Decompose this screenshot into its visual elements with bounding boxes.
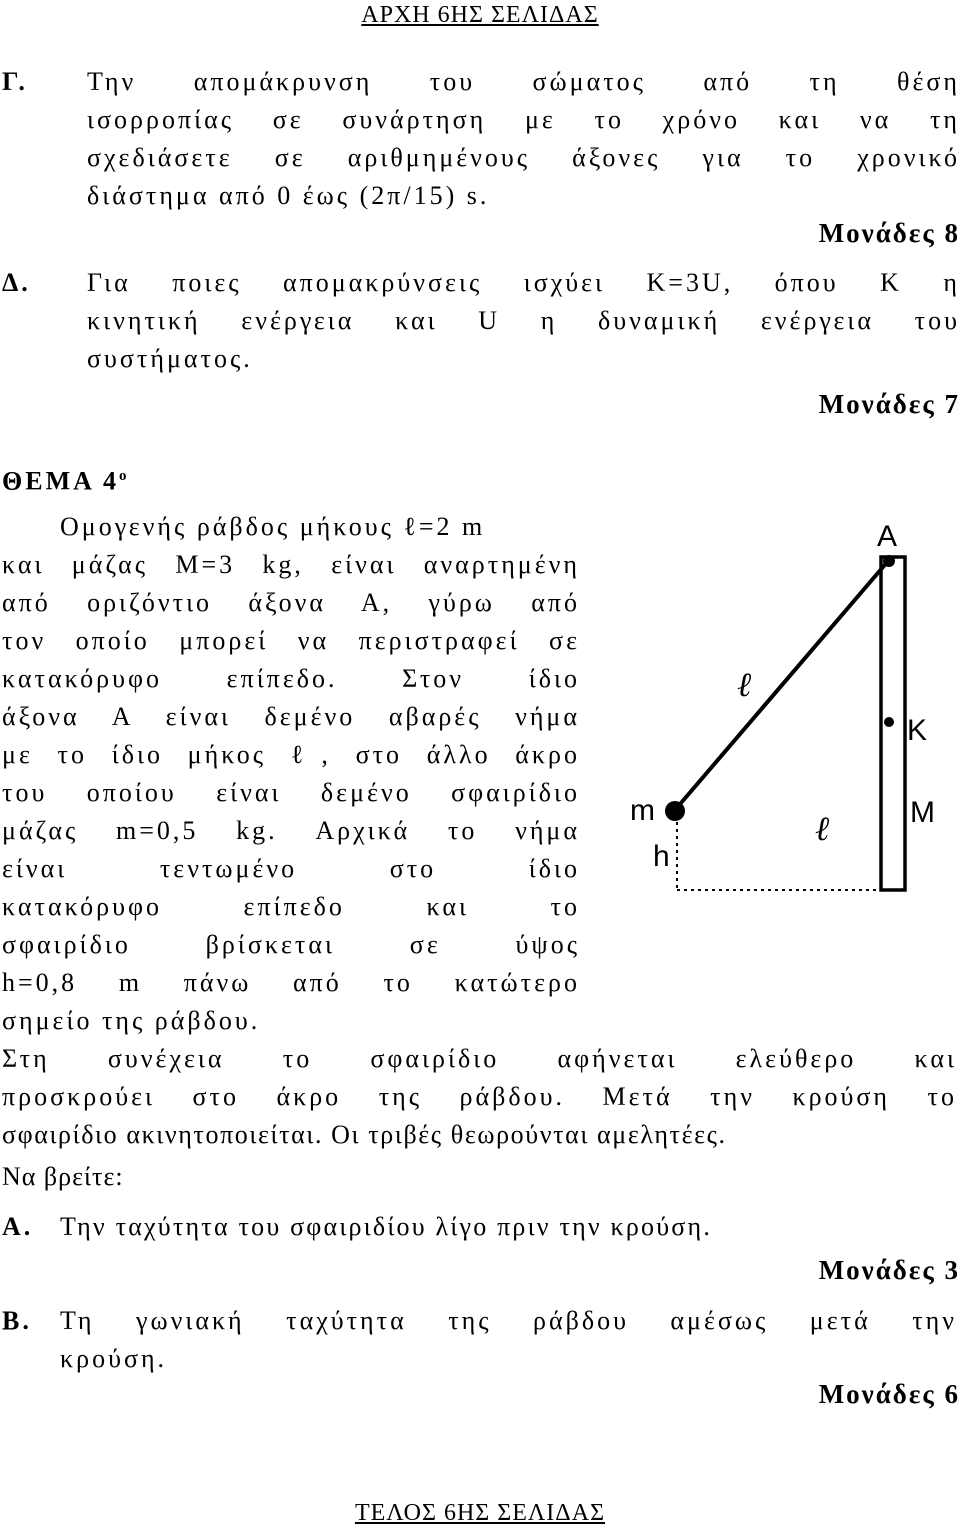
question-A-label: Α. <box>2 1212 34 1241</box>
problem-full-line-2: προσκρούει στο άκρο της ράβδου. Μετά την κρούση το <box>2 1082 957 1111</box>
find-heading: Να βρείτε: <box>2 1162 124 1191</box>
question-delta-line-1: Για ποιες απομακρύνσεις ισχύει Κ=3U, όπου Κ η <box>87 268 960 297</box>
label-rod-length: ℓ <box>815 809 830 849</box>
question-gamma-marks: Μονάδες 8 <box>818 218 960 248</box>
string-line <box>675 560 889 810</box>
problem-line-11: κατακόρυφο επίπεδο και το <box>2 892 580 921</box>
theme-title-sup: ο <box>118 468 130 484</box>
question-B-line-1: Τη γωνιακή ταχύτητα της ράβδου αμέσως μετά την <box>60 1306 957 1335</box>
sphere-shape <box>665 801 685 821</box>
problem-line-6: άξονα Α είναι δεμένο αβαρές νήμα <box>2 702 580 731</box>
label-string-length: ℓ <box>737 665 752 705</box>
problem-line-1: Ομογενής ράβδος μήκους ℓ=2 m <box>60 512 486 541</box>
question-delta-marks: Μονάδες 7 <box>818 389 960 419</box>
problem-line-12: σφαιρίδιο βρίσκεται σε ύψος <box>2 930 580 959</box>
question-gamma-line-3: σχεδιάσετε σε αριθμημένους άξονες για το χρονικό <box>87 143 960 172</box>
pendulum-rod-figure <box>615 510 960 910</box>
question-gamma-line-2: ισορροπίας σε συνάρτηση με το χρόνο και να τη <box>87 105 960 134</box>
label-rod-mass-M: M <box>910 796 935 829</box>
question-A-text: Την ταχύτητα του σφαιριδίου λίγο πριν την κρούση. <box>60 1212 713 1241</box>
problem-full-line-3: σφαιρίδιο ακινητοποιείται. Οι τριβές θεωρούνται αμελητέες. <box>2 1120 727 1149</box>
question-B-label: Β. <box>2 1306 32 1335</box>
problem-full-line-1: Στη συνέχεια το σφαιρίδιο αφήνεται ελεύθερο και <box>2 1044 957 1073</box>
problem-line-9: μάζας m=0,5 kg. Αρχικά το νήμα <box>2 816 580 845</box>
label-axis-A: A <box>877 520 898 553</box>
problem-line-3: από οριζόντιο άξονα Α, γύρω από <box>2 588 580 617</box>
problem-line-14: σημείο της ράβδου. <box>2 1006 261 1035</box>
theme-title-text: ΘΕΜΑ 4 <box>2 466 119 496</box>
question-B-marks: Μονάδες 6 <box>818 1379 960 1409</box>
problem-line-2: και μάζας Μ=3 kg, είναι αναρτημένη <box>2 550 580 579</box>
question-delta-line-2: κινητική ενέργεια και U η δυναμική ενέργεια του <box>87 306 960 335</box>
label-height-h: h <box>653 840 670 873</box>
label-sphere-mass-m: m <box>630 794 655 827</box>
question-A-marks: Μονάδες 3 <box>818 1255 960 1285</box>
problem-line-7: με το ίδιο μήκος ℓ, στο άλλο άκρο <box>2 740 580 769</box>
question-gamma-label: Γ. <box>2 67 28 96</box>
axis-point <box>883 555 895 567</box>
question-gamma-line-4: διάστημα από 0 έως (2π/15) s. <box>87 181 490 210</box>
label-center-K: K <box>907 714 928 747</box>
problem-line-4: τον οποίο μπορεί να περιστραφεί σε <box>2 626 580 655</box>
problem-line-13: h=0,8 m πάνω από το κατώτερο <box>2 968 580 997</box>
problem-line-5: κατακόρυφο επίπεδο. Στον ίδιο <box>2 664 580 693</box>
center-of-mass-point <box>884 717 894 727</box>
question-gamma-line-1: Την απομάκρυνση του σώματος από τη θέση <box>87 67 960 96</box>
theme-title <box>2 458 129 500</box>
question-delta-label: Δ. <box>2 268 31 297</box>
page-header: ΑΡΧΗ 6ΗΣ ΣΕΛΙΔΑΣ <box>361 2 599 28</box>
problem-line-8: του οποίου είναι δεμένο σφαιρίδιο <box>2 778 580 807</box>
page-footer: ΤΕΛΟΣ 6ΗΣ ΣΕΛΙΔΑΣ <box>354 1500 606 1526</box>
question-B-line-2: κρούση. <box>60 1344 168 1373</box>
problem-line-10: είναι τεντωμένο στο ίδιο <box>2 854 580 883</box>
question-delta-line-3: συστήματος. <box>87 344 253 373</box>
